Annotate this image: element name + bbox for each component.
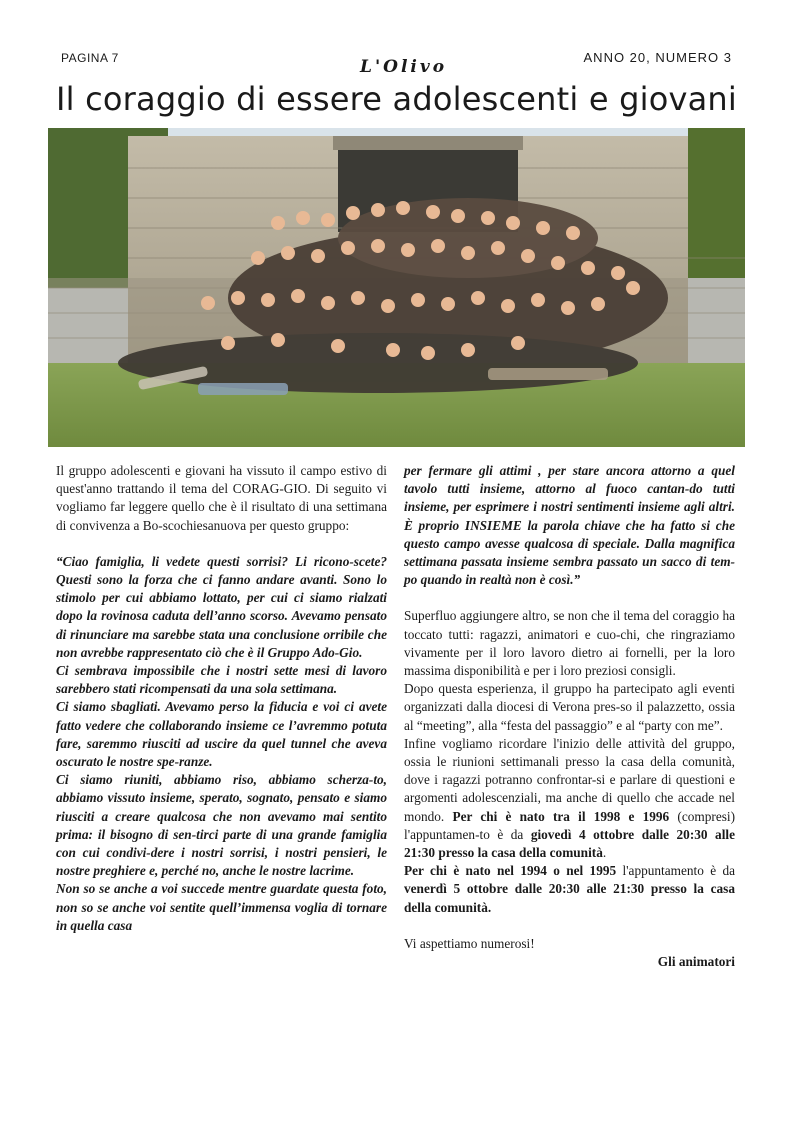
quote-paragraph: Ci siamo riuniti, abbiamo riso, abbiamo scherza-to, abbiamo vissuto insieme, sperato, sognato, pensato e siamo riusciti a creare qualcosa che non avevamo mai sentito prima: il bisogno di sen-tirci parte di una grande famiglia con cui condivi-dere i nostri sorrisi, i nostri pensieri, le nostre preghiere e, perché no, anche le nostre lacrime. <box>56 772 387 879</box>
meetings-age-group: Per chi è nato nel 1994 o nel 1995 <box>404 863 617 879</box>
events-paragraph: Dopo questa esperienza, il gruppo ha partecipato agli eventi organizzati dalla diocesi di Verona pres-so il palazzetto, ossia al “meeting”, alla “festa del passaggio” e al “party con me”. <box>404 681 735 733</box>
quote-paragraph: Non so se anche a voi succede mentre guardate questa foto, non so se anche voi sentite quell’immensa voglia di tornare in quella casa <box>56 881 387 933</box>
issue-number: ANNO 20, NUMERO 3 <box>583 50 732 65</box>
quote-continuation: per fermare gli attimi , per stare ancora attorno a quel tavolo tutti insieme, attorno al fuoco cantan-do tutti insieme, per esprimere i nostri sentimenti insieme agli altri. È proprio INSIEME la parola chiave che ha fatto si che questo campo avesse qualcosa di speciale. Dalla magnifica settimana passata insieme sembra passato un sacco di tem-po quando in realtà non è così.” <box>404 463 735 588</box>
meetings-age-group: Per chi è nato tra il 1998 e 1996 <box>452 808 670 824</box>
thanks-paragraph: Superfluo aggiungere altro, se non che il tema del coraggio ha toccato tutti: ragazzi, animatori e cuo-chi, che ringraziamo vivamente per il loro lavoro dietro ai fornelli, per la loro massima disponibilità e per i loro preziosi consigli. <box>404 608 735 679</box>
meetings-schedule: giovedì 4 ottobre dalle 20:30 alle 21:30 presso la casa della comunità <box>404 826 735 861</box>
closing-line: Vi aspettiamo numerosi! <box>404 935 535 951</box>
group-photo <box>48 128 745 447</box>
group-photo-illustration <box>48 128 745 447</box>
page-number: PAGINA 7 <box>61 51 119 65</box>
meetings-paragraph-2 <box>404 862 735 917</box>
newspaper-name: L'Olivo <box>360 57 448 77</box>
meetings-paragraph <box>404 735 735 862</box>
quote-paragraph: Ci sembrava impossibile che i nostri sette mesi di lavoro sarebbero stati ricompensati da una sola settimana. <box>56 663 387 697</box>
article-intro: Il gruppo adolescenti e giovani ha vissuto il campo estivo di quest'anno trattando il tema del CORAG-GIO. Di seguito vi vogliamo far leggere quello che è il risultato di una settimana di convivenza a Bo-scochiesanuova per questo gruppo: <box>56 463 387 533</box>
quote-paragraph: Ci siamo sbagliati. Avevamo perso la fiducia e voi ci avete fatto vedere che collaborando insieme ce l’avremmo potuta fare, saremmo riusciti ad uscire da quel tunnel che aveva oscurato le nostre spe-ranze. <box>56 699 387 770</box>
meetings-schedule: venerdì 5 ottobre dalle 20:30 alle 21:30 presso la casa della comunità. <box>404 881 735 915</box>
meetings-text: . <box>602 845 607 861</box>
meetings-text: (compresi) l'appuntamen-to è da <box>404 808 736 842</box>
article-column-left <box>56 462 387 935</box>
meetings-text: Infine vogliamo ricordare l'inizio delle attività del gruppo, ossia le riunioni settimanali presso la casa della comunità, dove i ragazzi potranno confrontar-si e parlare di questioni e argomenti adolescenziali, ma anche di quello che accade nel mondo. <box>404 735 735 824</box>
quote-paragraph: “Ciao famiglia, li vedete questi sorrisi? Li ricono-scete? Questi sono la forza che ci fanno andare avanti. Sono lo stimolo per cui abbiamo lottato, per cui ci siamo rialzati dopo la rovinosa caduta dell’anno scorso. Avevamo pensato di rinunciare ma sarebbe stata una conclusione orribile che non avrebbe rappresentato ciò che è il Gruppo Ado-Gio. <box>56 553 387 660</box>
meetings-text: l'appuntamento è da <box>616 863 735 879</box>
signature: Gli animatori <box>657 954 735 970</box>
article-column-right <box>404 462 735 971</box>
article-title: Il coraggio di essere adolescenti e giovani <box>56 80 737 118</box>
